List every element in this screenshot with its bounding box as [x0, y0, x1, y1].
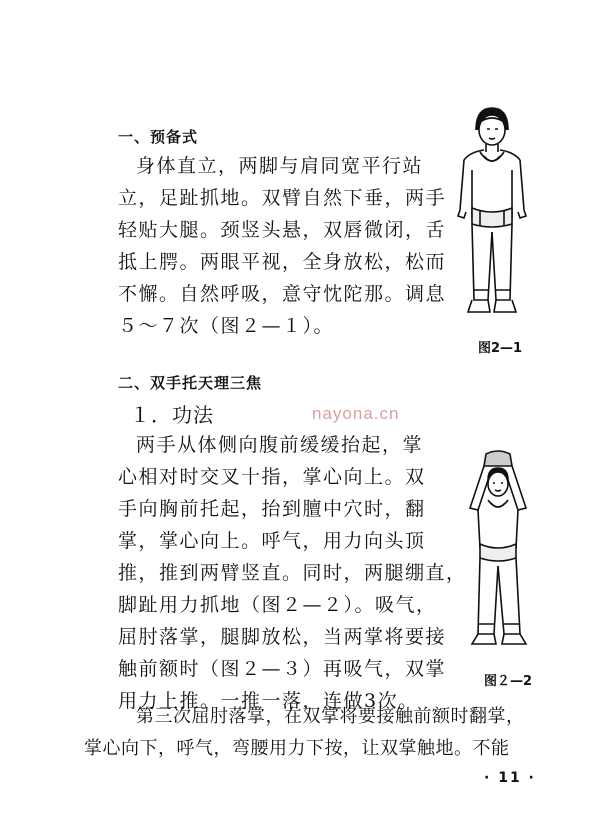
text-line: 掌心向下，呼气，弯腰用力下按，让双掌触地。不能 [84, 738, 510, 759]
text-line: 两手从体侧向腹前缓缓抬起，掌 [136, 434, 424, 456]
page-number-value: 11 [498, 770, 522, 786]
text-line: 用力上推。一推一落，连做3次。 [118, 690, 419, 712]
figure-caption: 图2—1 [478, 341, 523, 356]
text-line: 心相对时交叉十指，掌心向上。双 [118, 466, 426, 488]
subsection-heading-method: １．功法 [130, 403, 214, 427]
text-line: 手向胸前托起，抬到膻中穴时，翻 [118, 498, 426, 520]
text-line: 触前额时（图２—３）再吸气，双掌 [118, 658, 447, 680]
figure-arms-raised-illustration [448, 448, 548, 668]
figure-caption: 图２—2 [484, 674, 533, 689]
page-number-ornament: · [484, 770, 499, 786]
watermark-text: nayona.cn [312, 404, 400, 423]
text-line: 抵上腭。两眼平视，全身放松，松而 [118, 251, 447, 273]
text-line: ５～７次（图２—１）。 [118, 315, 335, 337]
text-line: 第三次屈肘落掌，在双掌将要接触前额时翻掌， [136, 706, 525, 727]
text-line: 脚趾用力抓地（图２—２）。吸气， [118, 594, 437, 616]
text-line: 屈肘落掌，腿脚放松，当两掌将要接 [118, 626, 447, 648]
section-heading-two-hands: 二、双手托天理三焦 [118, 374, 263, 392]
page-number-ornament: · [521, 770, 536, 786]
text-line: 身体直立，两脚与肩同宽平行站 [136, 155, 424, 177]
figure-standing-illustration [440, 100, 540, 340]
section-heading-preparatory: 一、预备式 [118, 128, 199, 146]
text-line: 立，足趾抓地。双臂自然下垂，两手 [118, 187, 447, 209]
text-line: 掌，掌心向上。呼气，用力向头顶 [118, 530, 426, 552]
text-line: 轻贴大腿。颈竖头悬，双唇微闭，舌 [118, 219, 447, 241]
page-number [484, 770, 536, 786]
text-line: 不懈。自然呼吸，意守忱陀那。调息 [118, 283, 447, 305]
text-line: 推，推到两臂竖直。同时，两腿绷直， [118, 562, 467, 584]
